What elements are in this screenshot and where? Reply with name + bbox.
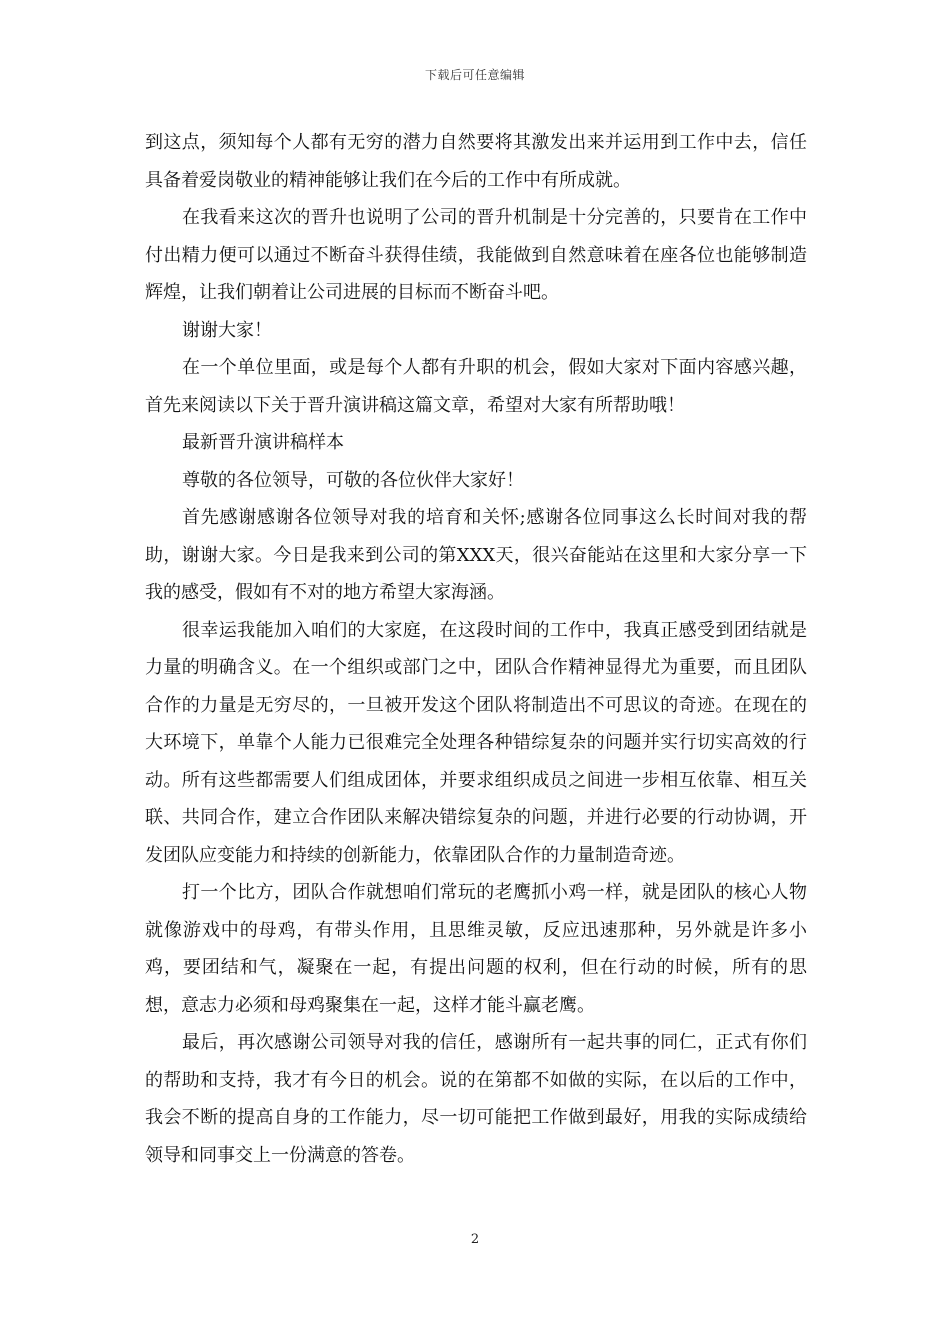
paragraph: 首先感谢感谢各位领导对我的培育和关怀;感谢各位同事这么长时间对我的帮助，谢谢大家。今日是我来到公司的第XXX天，很兴奋能站在这里和大家分享一下我的感受，假如有不对的地方希望大家海涵。 — [145, 507, 807, 603]
greeting: 尊敬的各位领导，可敬的各位伙伴大家好！ — [182, 469, 524, 491]
paragraph: 打一个比方，团队合作就想咱们常玩的老鹰抓小鸡一样，就是团队的核心人物就像游戏中的母鸡，有带头作用，且思维灵敏，反应迅速那种，另外就是许多小鸡，要团结和气，凝聚在一起，有提出问题的权利，但在行动的时候，所有的思想，意志力必须和母鸡聚集在一起，这样才能斗赢老鹰。 — [145, 882, 807, 1016]
section-title: 最新晋升演讲稿样本 — [182, 432, 344, 453]
paragraph: 在一个单位里面，或是每个人都有升职的机会，假如大家对下面内容感兴趣，首先来阅读以下关于晋升演讲稿这篇文章，希望对大家有所帮助哦！ — [145, 357, 807, 416]
paragraph: 谢谢大家！ — [182, 319, 272, 341]
page-number: 2 — [470, 1232, 480, 1247]
document-body — [145, 124, 807, 1174]
paragraph: 很幸运我能加入咱们的大家庭，在这段时间的工作中，我真正感受到团结就是力量的明确含义。在一个组织或部门之中，团队合作精神显得尤为重要，而且团队合作的力量是无穷尽的，一旦被开发这个团队将制造出不可思议的奇迹。在现在的大环境下，单靠个人能力已很难完全处理各种错综复杂的问题并实行切实高效的行动。所有这些都需要人们组成团体，并要求组织成员之间进一步相互依靠、相互关联、共同合作，建立合作团队来解决错综复杂的问题，并进行必要的行动协调，开发团队应变能力和持续的创新能力，依靠团队合作的力量制造奇迹。 — [145, 619, 807, 866]
paragraph: 到这点，须知每个人都有无穷的潜力自然要将其激发出来并运用到工作中去，信任具备着爱岗敬业的精神能够让我们在今后的工作中有所成就。 — [145, 132, 807, 191]
paragraph: 在我看来这次的晋升也说明了公司的晋升机制是十分完善的，只要肯在工作中付出精力便可以通过不断奋斗获得佳绩，我能做到自然意味着在座各位也能够制造辉煌，让我们朝着让公司进展的目标而不断奋斗吧。 — [145, 207, 807, 303]
page-header: 下载后可任意编辑 — [424, 68, 525, 82]
paragraph: 最后，再次感谢公司领导对我的信任，感谢所有一起共事的同仁，正式有你们的帮助和支持，我才有今日的机会。说的在第都不如做的实际，在以后的工作中，我会不断的提高自身的工作能力，尽一切可能把工作做到最好，用我的实际成绩给领导和同事交上一份满意的答卷。 — [145, 1032, 807, 1166]
